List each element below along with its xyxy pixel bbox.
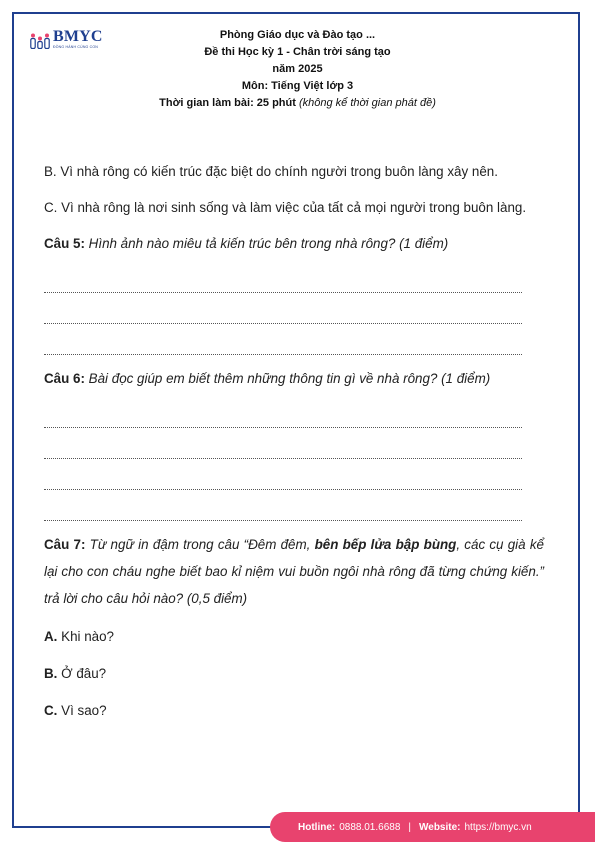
website-link[interactable]: https://bmyc.vn: [464, 821, 532, 833]
logo-tagline: ĐỒNG HÀNH CÙNG CON: [53, 45, 99, 49]
question-6: [44, 365, 544, 392]
prev-option-b: B. Vì nhà rông có kiến trúc đặc biệt do chính người trong buôn làng xây nên.: [44, 164, 498, 179]
header-line-4: Môn: Tiếng Việt lớp 3: [241, 80, 354, 92]
option-text: Khi nào?: [61, 629, 115, 644]
header-line-5: [100, 95, 495, 112]
header-line-3: năm 2025: [272, 63, 323, 75]
answer-line[interactable]: [44, 459, 522, 490]
question-7-text-after: , các cụ già kể lại cho con cháu nghe biết bao kỉ niệm vui buồn ngôi nhà rông đã từng chứng kiến.” trả lời cho câu hỏi nào? (0,5 điểm): [44, 537, 544, 606]
answer-line[interactable]: [44, 490, 522, 521]
bmyc-logo: [30, 29, 103, 50]
prev-option-c: C. Vì nhà rông là nơi sinh sống và làm việc của tất cả mọi người trong buôn làng.: [44, 200, 527, 215]
exam-content: [44, 158, 544, 734]
question-7-label: Câu 7:: [44, 537, 86, 552]
question-6-text: Bài đọc giúp em biết thêm những thông tin gì về nhà rông? (1 điểm): [88, 371, 491, 386]
duration-note: (không kể thời gian phát đề): [298, 97, 436, 109]
answer-line[interactable]: [44, 262, 522, 293]
option-letter: C.: [44, 703, 58, 718]
website-label: Website:: [419, 821, 461, 833]
answer-line[interactable]: [44, 428, 522, 459]
hotline-label: Hotline:: [298, 821, 336, 833]
answer-line[interactable]: [44, 324, 522, 355]
q7-option-a[interactable]: [44, 623, 544, 650]
contact-footer: [270, 812, 595, 842]
answer-line[interactable]: [44, 293, 522, 324]
question-7-text-before: Từ ngữ in đậm trong câu “Đêm đêm,: [89, 537, 315, 552]
question-5: [44, 230, 544, 257]
family-figures-icon: [30, 29, 50, 49]
option-letter: B.: [44, 666, 58, 681]
question-6-label: Câu 6:: [44, 371, 85, 386]
answer-line[interactable]: [44, 397, 522, 428]
exam-duration: Thời gian làm bài: 25 phút: [159, 97, 296, 109]
q7-option-c[interactable]: [44, 697, 544, 724]
question-7: [44, 531, 544, 612]
option-letter: A.: [44, 629, 58, 644]
question-7-highlight: bên bếp lửa bập bùng: [314, 537, 457, 552]
logo-name: BMYC: [53, 28, 103, 45]
option-text: Vì sao?: [61, 703, 107, 718]
header-line-2: Đề thi Học kỳ 1 - Chân trời sáng tạo: [204, 46, 391, 58]
footer-separator: |: [408, 821, 411, 833]
hotline-number[interactable]: 0888.01.6688: [339, 821, 401, 833]
question-5-text: Hình ảnh nào miêu tả kiến trúc bên trong nhà rông? (1 điểm): [88, 236, 449, 251]
option-text: Ở đâu?: [61, 666, 107, 681]
answer-lines-q6: [44, 397, 544, 521]
q7-option-b[interactable]: [44, 660, 544, 687]
question-5-label: Câu 5:: [44, 236, 85, 251]
answer-lines-q5: [44, 262, 544, 355]
exam-header: [100, 27, 495, 112]
header-line-1: Phòng Giáo dục và Đào tạo ...: [219, 29, 376, 41]
